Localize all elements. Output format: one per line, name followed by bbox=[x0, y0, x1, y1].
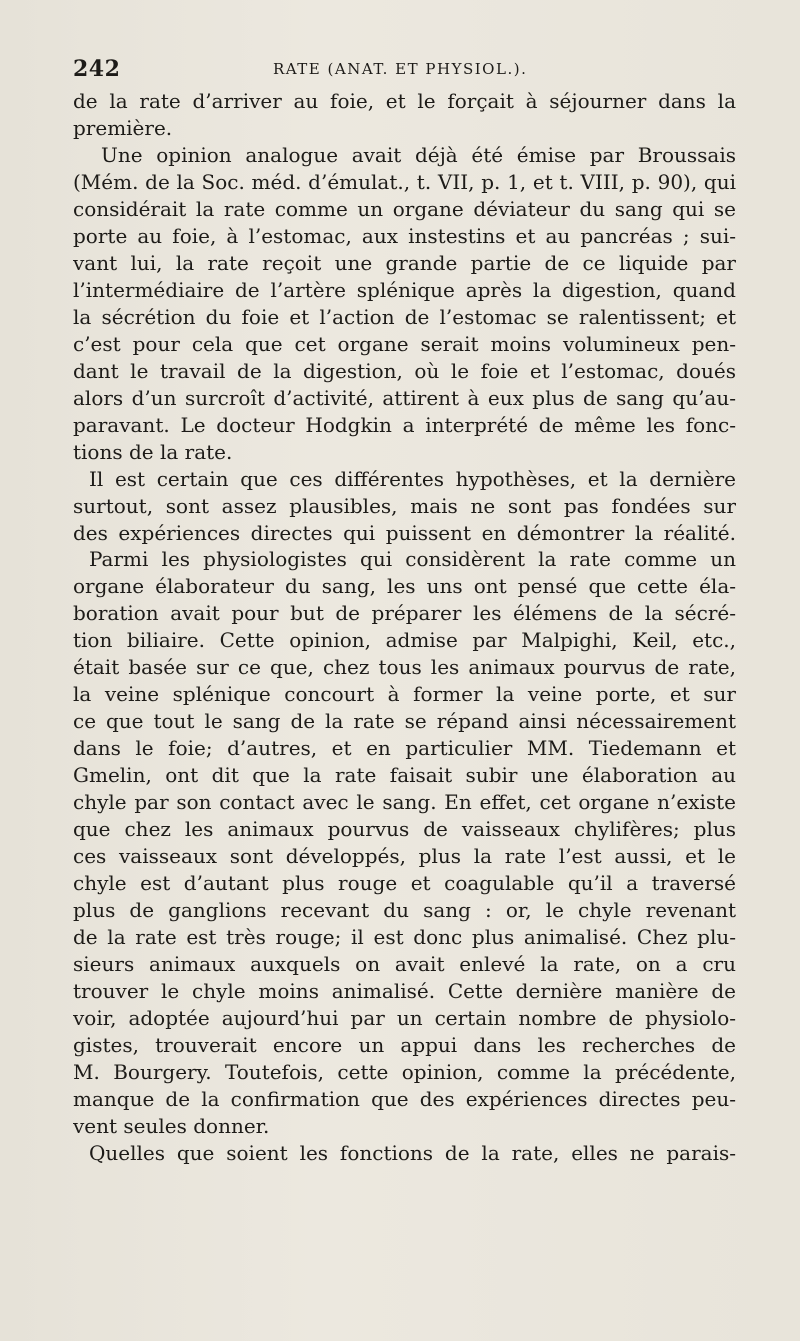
text-line: voir, adoptée aujourd’hui par un certain nombre de physiolo- bbox=[73, 1005, 736, 1030]
text-line: la veine splénique concourt à former la veine porte, et sur bbox=[73, 682, 736, 707]
text-line: c’est pour cela que cet organe serait moins volumineux pen- bbox=[73, 331, 736, 356]
text-line: de la rate d’arriver au foie, et le forçait à séjourner dans la bbox=[73, 89, 736, 113]
text-line: la sécrétion du foie et l’action de l’estomac se ralentissent; et bbox=[73, 304, 736, 329]
running-head: RATE (ANAT. ET PHYSIOL.). bbox=[273, 60, 528, 78]
text-line: sieurs animaux auxquels on avait enlevé la rate, on a cru bbox=[73, 952, 736, 976]
text-line: Gmelin, ont dit que la rate faisait subir une élaboration au bbox=[73, 763, 736, 788]
text-line: paravant. Le docteur Hodgkin a interprété de même les fonc- bbox=[73, 412, 736, 437]
text-line: de la rate est très rouge; il est donc plus animalisé. Chez plu- bbox=[73, 925, 736, 950]
text-line: Il est certain que ces différentes hypothèses, et la dernière bbox=[89, 466, 736, 491]
text-line: dans le foie; d’autres, et en particulier MM. Tiedemann et bbox=[73, 736, 736, 761]
text-line: première. bbox=[73, 115, 173, 140]
text-line: ce que tout le sang de la rate se répand ainsi nécessairement bbox=[73, 709, 736, 734]
text-line: des expériences directes qui puissent en démontrer la réalité. bbox=[73, 520, 736, 545]
text-line: était basée sur ce que, chez tous les animaux pourvus de rate, bbox=[73, 655, 736, 680]
text-line: surtout, sont assez plausibles, mais ne sont pas fondées sur bbox=[73, 493, 736, 518]
body-text bbox=[73, 88, 736, 1167]
text-line: boration avait pour but de préparer les élémens de la sécré- bbox=[73, 601, 736, 626]
text-line: chyle par son contact avec le sang. En effet, cet organe n’existe bbox=[73, 790, 736, 815]
text-line: tions de la rate. bbox=[73, 439, 233, 464]
text-line: que chez les animaux pourvus de vaisseaux chylifères; plus bbox=[73, 817, 736, 842]
text-line: porte au foie, à l’estomac, aux instestins et au pancréas ; sui- bbox=[73, 223, 736, 248]
text-line: vant lui, la rate reçoit une grande partie de ce liquide par bbox=[73, 250, 736, 275]
text-line: vent seules donner. bbox=[73, 1113, 270, 1138]
page-header bbox=[73, 56, 733, 88]
text-line: tion biliaire. Cette opinion, admise par Malpighi, Keil, etc., bbox=[73, 628, 736, 653]
text-line: Une opinion analogue avait déjà été émise par Broussais bbox=[101, 142, 736, 167]
text-line: M. Bourgery. Toutefois, cette opinion, comme la précédente, bbox=[73, 1059, 736, 1084]
text-line: considérait la rate comme un organe déviateur du sang qui se bbox=[73, 196, 736, 221]
text-line: dant le travail de la digestion, où le foie et l’estomac, doués bbox=[73, 358, 736, 383]
text-line: Parmi les physiologistes qui considèrent la rate comme un bbox=[89, 547, 736, 572]
text-line: (Mém. de la Soc. méd. d’émulat., t. VII, p. 1, et t. VIII, p. 90), qui bbox=[73, 169, 736, 194]
text-line: chyle est d’autant plus rouge et coagulable qu’il a traversé bbox=[73, 871, 736, 896]
text-line: plus de ganglions recevant du sang : or, le chyle revenant bbox=[73, 898, 736, 923]
page-number: 242 bbox=[73, 56, 121, 82]
text-line: organe élaborateur du sang, les uns ont pensé que cette éla- bbox=[73, 574, 736, 599]
text-line: gistes, trouverait encore un appui dans les recherches de bbox=[73, 1032, 736, 1057]
text-line: trouver le chyle moins animalisé. Cette dernière manière de bbox=[73, 978, 736, 1003]
text-line: manque de la confirmation que des expériences directes peu- bbox=[73, 1086, 736, 1111]
text-line: ces vaisseaux sont développés, plus la rate l’est aussi, et le bbox=[73, 844, 736, 869]
text-line: alors d’un surcroît d’activité, attirent à eux plus de sang qu’au- bbox=[73, 385, 736, 410]
text-line: Quelles que soient les fonctions de la rate, elles ne parais- bbox=[89, 1140, 736, 1165]
text-line: l’intermédiaire de l’artère splénique après la digestion, quand bbox=[73, 277, 736, 302]
